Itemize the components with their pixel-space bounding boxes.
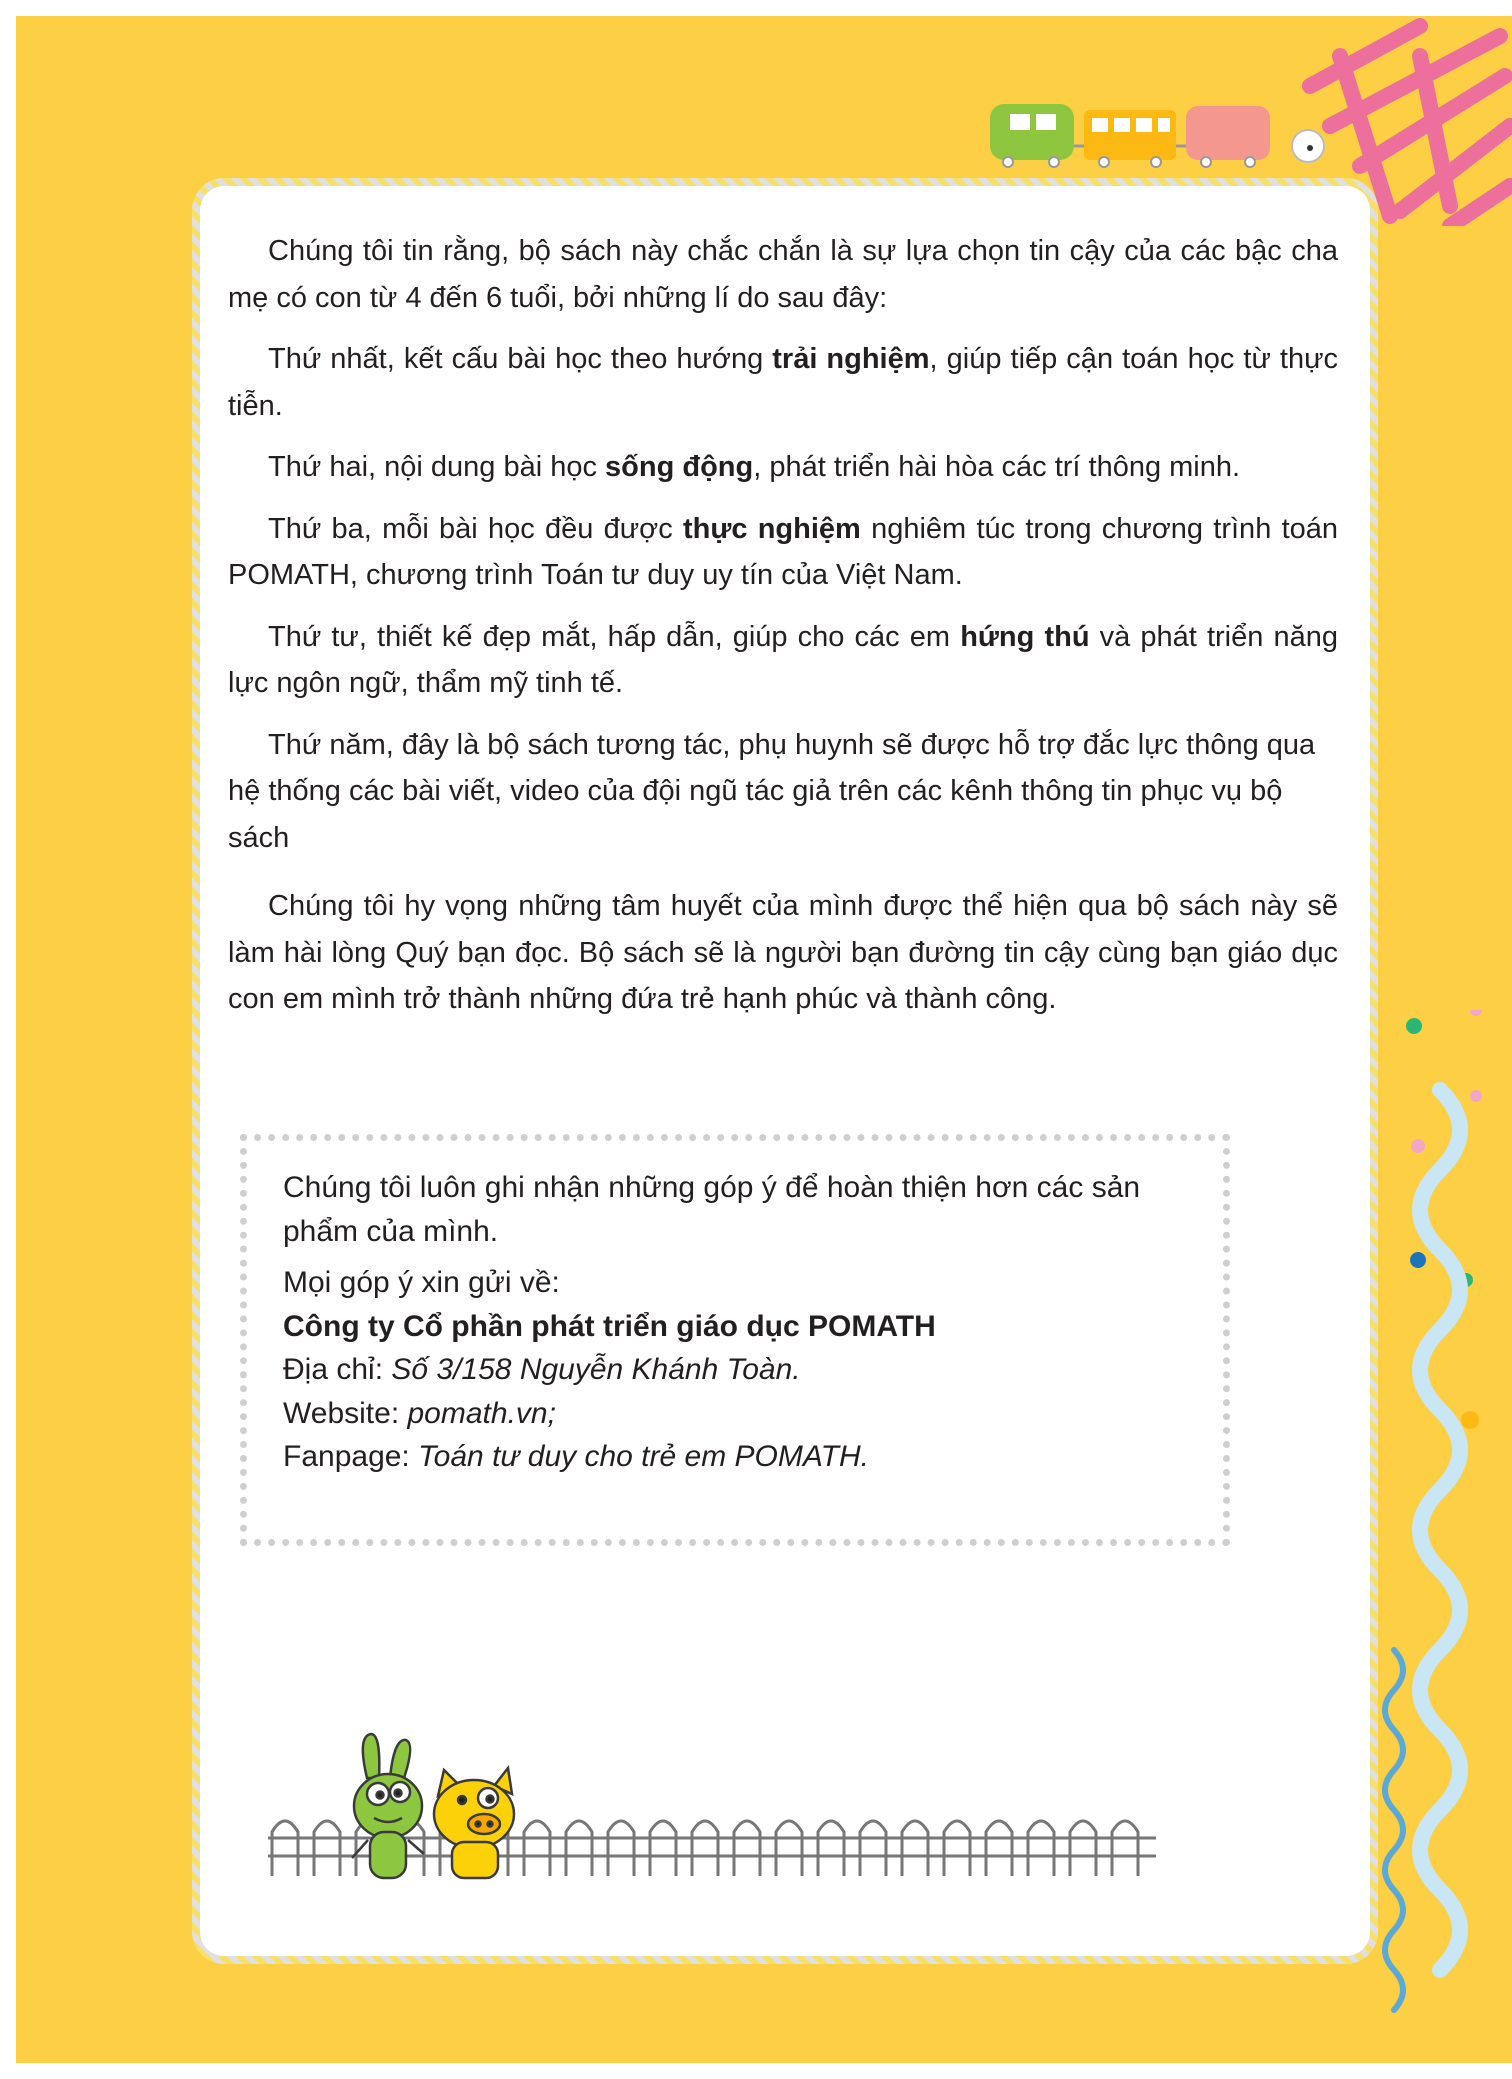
train-icon [988, 96, 1338, 168]
paragraph-first: Thứ nhất, kết cấu bài học theo hướng trải nghiệm, giúp tiếp cận toán học từ thực tiễn. [228, 343, 1338, 422]
pig-icon [434, 1768, 514, 1878]
paragraph-second: Thứ hai, nội dung bài học sống động, phát triển hài hòa các trí thông minh. [268, 451, 1241, 483]
body-text [228, 228, 1338, 1038]
feedback-send-to: Mọi góp ý xin gửi về: [283, 1266, 560, 1299]
company-website: Website: pomath.vn; [283, 1396, 556, 1430]
company-name: Công ty Cổ phần phát triển giáo dục POMATH [283, 1309, 936, 1343]
company-fanpage: Fanpage: Toán tư duy cho trẻ em POMATH. [283, 1440, 869, 1473]
fence-icon [262, 1726, 1162, 1886]
feedback-intro: Chúng tôi luôn ghi nhận những góp ý để hoàn thiện hơn các sản phẩm của mình. [283, 1171, 1141, 1248]
paragraph-closing: Chúng tôi hy vọng những tâm huyết của mình được thể hiện qua bộ sách này sẽ làm hài lòng Quý bạn đọc. Bộ sách sẽ là người bạn đường tin cậy cùng bạn giáo dục con em mình trở thành những đứa trẻ hạnh phúc và thành công. [228, 890, 1338, 1015]
paragraph-third: Thứ ba, mỗi bài học đều được thực nghiệm nghiêm túc trong chương trình toán POMATH, chương trình Toán tư duy uy tín của Việt Nam. [228, 512, 1339, 591]
paragraph-intro: Chúng tôi tin rằng, bộ sách này chắc chắn là sự lựa chọn tin cậy của các bậc cha mẹ có con từ 4 đến 6 tuổi, bởi những lí do sau đây: [228, 235, 1338, 314]
feedback-info-text [283, 1166, 1203, 1479]
wave-decoration [1380, 1010, 1512, 2070]
company-address: Địa chỉ: Số 3/158 Nguyễn Khánh Toàn. [283, 1353, 801, 1386]
paragraph-fifth: Thứ năm, đây là bộ sách tương tác, phụ huynh sẽ được hỗ trợ đắc lực thông qua hệ thống các bài viết, video của đội ngũ tác giả trên các kênh thông tin phục vụ bộ sách [228, 728, 1316, 854]
paragraph-fourth: Thứ tư, thiết kế đẹp mắt, hấp dẫn, giúp cho các em hứng thú và phát triển năng lực ngôn ngữ, thẩm mỹ tinh tế. [228, 620, 1338, 699]
